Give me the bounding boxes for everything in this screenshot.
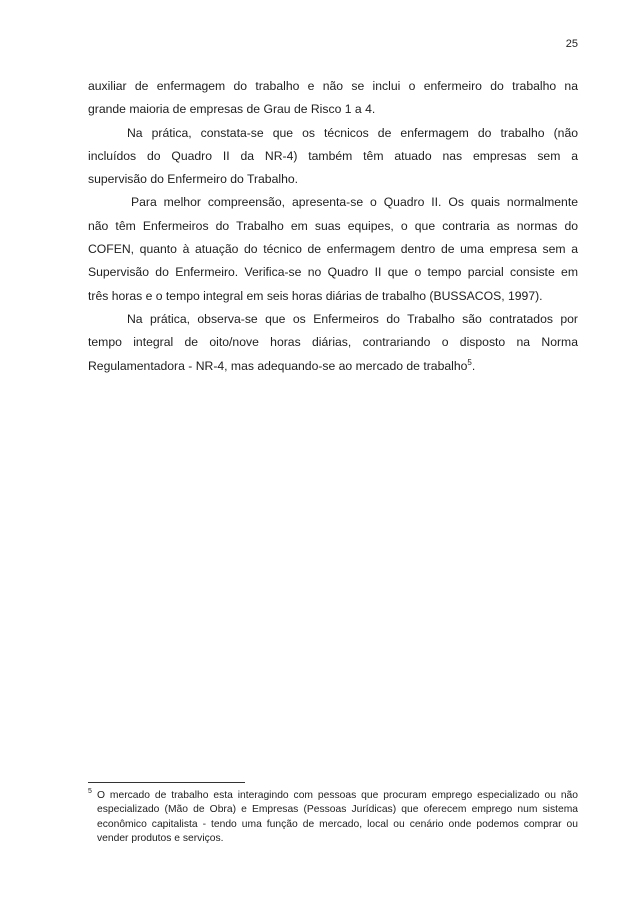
- page-number: 25: [565, 38, 578, 50]
- paragraph-1: [88, 75, 578, 122]
- paragraph-line-text: Regulamentadora - NR-4, mas adequando-se ao mercado de trabalho: [88, 358, 468, 373]
- paragraph-4: [88, 308, 578, 378]
- paragraph-3: [88, 191, 578, 307]
- paragraph-line: Na prática, constata-se que os técnicos de enfermagem do trabalho (não: [127, 125, 578, 140]
- paragraph-line: auxiliar de enfermagem do trabalho e não se inclui o enfermeiro do trabalho na: [88, 79, 578, 93]
- footnote-reference[interactable]: 5: [467, 357, 472, 367]
- paragraph-line: Supervisão do Enfermeiro. Verifica-se no Quadro II que o tempo parcial consiste em: [88, 265, 578, 280]
- paragraph-line: tempo integral de oito/nove horas diárias, contrariando o disposto na Norma: [88, 335, 578, 350]
- paragraph-line: Na prática, observa-se que os Enfermeiros do Trabalho são contratados por: [127, 311, 578, 326]
- footnote-separator: [88, 782, 245, 783]
- paragraph-last-line: [88, 355, 578, 378]
- footnote-line: O mercado de trabalho esta interagindo com pessoas que procuram emprego especializado ou não: [97, 790, 578, 801]
- paragraph-line: incluídos do Quadro II da NR-4) também têm atuado nas empresas sem a: [88, 148, 578, 163]
- paragraph-line: três horas e o tempo integral em seis horas diárias de trabalho (BUSSACOS, 1997).: [88, 288, 543, 303]
- body-text: [88, 75, 578, 378]
- paragraph-line: grande maioria de empresas de Grau de Risco 1 a 4.: [88, 102, 376, 117]
- paragraph-line: supervisão do Enfermeiro do Trabalho.: [88, 172, 299, 187]
- paragraph-line: Para melhor compreensão, apresenta-se o Quadro II. Os quais normalmente: [131, 195, 578, 210]
- footnote-line: econômico capitalista - tendo uma função de mercado, local ou cenário onde podemos comprar ou: [97, 818, 578, 830]
- footnote-line: vender produtos e serviços.: [97, 832, 224, 844]
- footnote-line: especializado (Mão de Obra) e Empresas (Pessoas Jurídicas) que oferecem emprego num sistema: [97, 804, 578, 816]
- paragraph-2: [88, 122, 578, 192]
- footnote-marker: 5: [88, 788, 92, 795]
- paragraph-line: não têm Enfermeiros do Trabalho em suas equipes, o que contraria as normas do: [88, 218, 578, 233]
- paragraph-line: COFEN, quanto à atuação do técnico de enfermagem dentro de uma empresa sem a: [88, 242, 578, 257]
- footnote: [88, 789, 578, 846]
- closing-punctuation: .: [471, 358, 476, 373]
- footnote-text: [97, 789, 578, 846]
